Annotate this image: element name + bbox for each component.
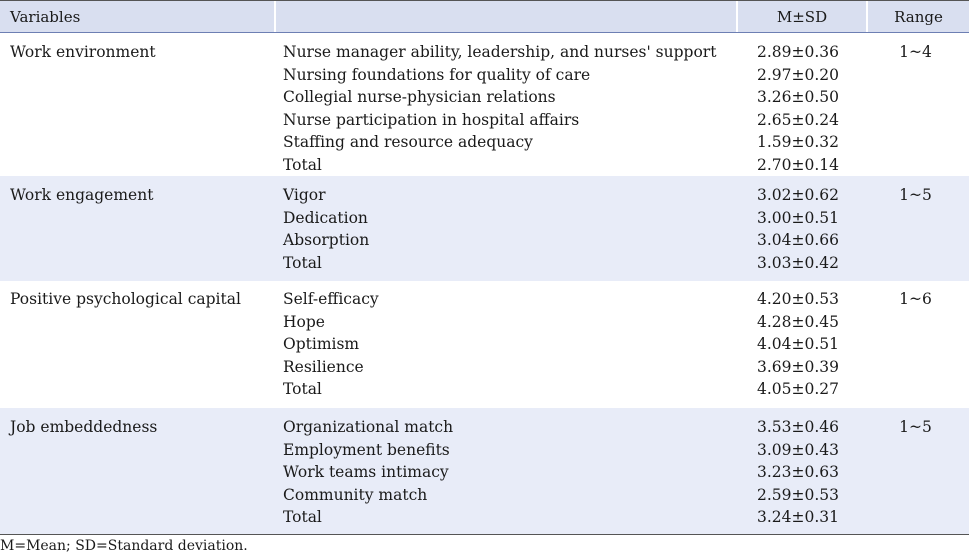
item-msd: 2.59±0.53 bbox=[756, 485, 839, 504]
item-label: Self-efficacy bbox=[283, 290, 379, 308]
group-name: Work engagement bbox=[10, 186, 154, 204]
item-msd: 4.04±0.51 bbox=[756, 335, 839, 353]
item-label: Organizational match bbox=[283, 418, 454, 436]
item-msd: 3.23±0.63 bbox=[756, 463, 839, 481]
header-subscale bbox=[274, 1, 736, 32]
item-label: Collegial nurse-physician relations bbox=[283, 88, 556, 106]
item-label: Absorption bbox=[283, 231, 370, 249]
item-label: Community match bbox=[283, 485, 428, 504]
item-msd: 2.70±0.14 bbox=[756, 155, 839, 174]
item-label: Total bbox=[283, 508, 322, 526]
item-label: Nursing foundations for quality of care bbox=[283, 65, 591, 84]
group-positive-psychological-capital bbox=[0, 281, 969, 408]
item-msd: 3.09±0.43 bbox=[756, 440, 839, 459]
item-label: Nurse participation in hospital affairs bbox=[283, 110, 580, 129]
header-variables: Variables bbox=[10, 7, 81, 26]
group-range: 1~6 bbox=[899, 290, 932, 308]
item-label: Hope bbox=[283, 312, 325, 331]
group-range: 1~5 bbox=[899, 418, 932, 436]
item-label: Vigor bbox=[283, 186, 326, 204]
table-header bbox=[0, 1, 969, 33]
group-name: Job embeddedness bbox=[10, 418, 158, 436]
item-msd: 2.97±0.20 bbox=[756, 65, 839, 84]
group-range: 1~5 bbox=[899, 186, 932, 204]
item-label: Total bbox=[283, 253, 322, 272]
group-range: 1~4 bbox=[899, 43, 932, 61]
item-msd: 3.02±0.62 bbox=[756, 186, 839, 204]
group-work-engagement bbox=[0, 176, 969, 281]
item-label: Dedication bbox=[283, 208, 368, 227]
item-msd: 2.89±0.36 bbox=[756, 43, 839, 61]
group-work-environment bbox=[0, 33, 969, 176]
item-label: Resilience bbox=[283, 357, 364, 376]
item-msd: 3.04±0.66 bbox=[756, 231, 839, 249]
item-msd: 2.65±0.24 bbox=[756, 110, 839, 129]
item-msd: 1.59±0.32 bbox=[756, 133, 839, 151]
header-range: Range bbox=[866, 1, 969, 32]
item-msd: 4.28±0.45 bbox=[756, 312, 839, 331]
item-label: Optimism bbox=[283, 335, 360, 353]
header-msd: M±SD bbox=[736, 1, 866, 32]
item-label: Employment benefits bbox=[283, 440, 450, 459]
item-msd: 4.05±0.27 bbox=[756, 380, 839, 398]
item-msd: 4.20±0.53 bbox=[756, 290, 839, 308]
item-label: Total bbox=[283, 380, 322, 398]
item-msd: 3.26±0.50 bbox=[756, 88, 839, 106]
item-label: Staffing and resource adequacy bbox=[283, 133, 533, 151]
item-msd: 3.24±0.31 bbox=[756, 508, 839, 526]
item-msd: 3.03±0.42 bbox=[756, 253, 839, 272]
item-label: Total bbox=[283, 155, 322, 174]
item-msd: 3.69±0.39 bbox=[756, 357, 839, 376]
item-label: Nurse manager ability, leadership, and nurses' support bbox=[283, 43, 717, 61]
group-name: Work environment bbox=[10, 43, 156, 61]
table-footnote: M=Mean; SD=Standard deviation. bbox=[0, 538, 248, 554]
group-name: Positive psychological capital bbox=[10, 290, 241, 308]
item-msd: 3.00±0.51 bbox=[756, 208, 839, 227]
item-msd: 3.53±0.46 bbox=[756, 418, 839, 436]
group-job-embeddedness bbox=[0, 408, 969, 534]
item-label: Work teams intimacy bbox=[283, 463, 449, 481]
